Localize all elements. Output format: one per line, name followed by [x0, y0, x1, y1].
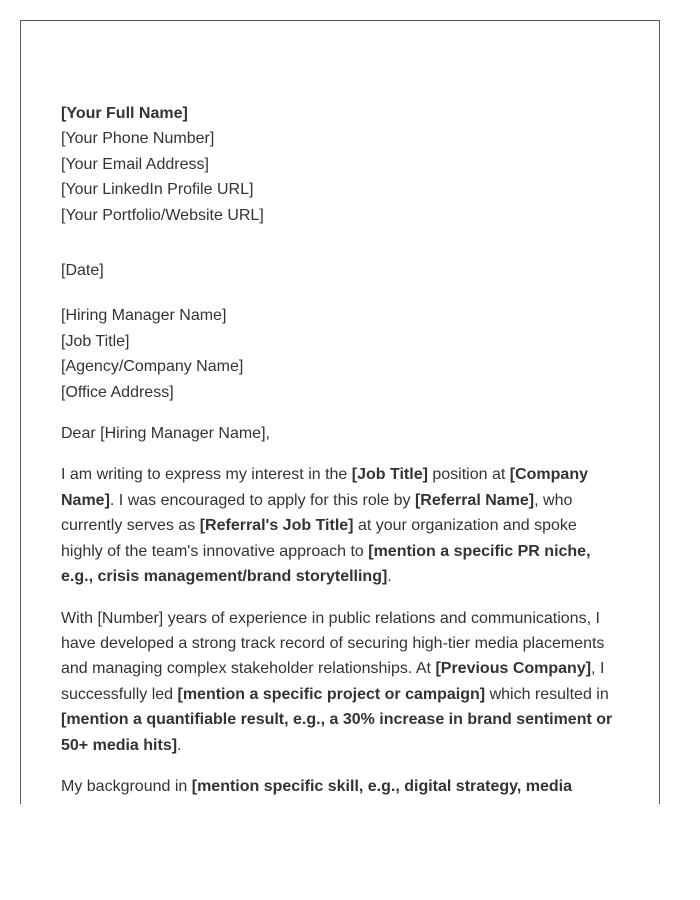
sender-linkedin: [Your LinkedIn Profile URL] — [61, 181, 254, 199]
p1-pr-niche: [mention a specific PR niche, e.g., crisis management/brand storytelling] — [61, 542, 591, 586]
sender-block — [61, 101, 621, 228]
p3-text-1: My background in — [61, 777, 192, 795]
p1-text-5: at your organization and spoke highly of the team's innovative approach to — [61, 517, 577, 560]
salutation-text: Dear [Hiring Manager Name], — [61, 425, 270, 443]
sender-phone: [Your Phone Number] — [61, 130, 215, 148]
p1-text-3: . I was encouraged to apply for this role by — [109, 491, 415, 509]
p2-text-1: With [Number] years of experience in public relations and communications, I have developed a strong track record of securing high-tier media placements and managing complex stakeholder relationships. At — [61, 609, 605, 678]
p1-referral-title: [Referral's Job Title] — [199, 517, 354, 535]
letter-date: [Date] — [61, 262, 104, 280]
p3-skill: [mention specific skill, e.g., digital strategy, media — [191, 777, 572, 795]
recipient-address: [Office Address] — [61, 383, 174, 401]
date-block — [61, 258, 621, 283]
p1-referral-name: [Referral Name] — [414, 491, 535, 509]
p2-text-4: . — [177, 736, 182, 754]
recipient-company: [Agency/Company Name] — [61, 358, 244, 376]
p2-text-2: , I successfully led — [61, 660, 605, 703]
p2-result: [mention a quantifiable result, e.g., a 30% increase in brand sentiment or 50+ media hits] — [61, 711, 613, 754]
salutation — [61, 421, 621, 446]
letter-body — [61, 101, 621, 799]
p1-text-2: position at — [427, 466, 510, 484]
recipient-name: [Hiring Manager Name] — [61, 307, 227, 325]
p1-company-name: [Company Name] — [61, 466, 588, 509]
paragraph-experience — [61, 606, 621, 758]
p2-previous-company: [Previous Company] — [435, 660, 592, 678]
letter-page — [20, 20, 660, 804]
p1-job-title: [Job Title] — [351, 466, 428, 484]
paragraph-intro — [61, 462, 621, 589]
recipient-title: [Job Title] — [61, 332, 130, 350]
p2-text-3: which resulted in — [485, 685, 609, 703]
p2-project: [mention a specific project or campaign] — [177, 685, 486, 703]
p1-text-1: I am writing to express my interest in the — [61, 466, 352, 484]
sender-email: [Your Email Address] — [61, 155, 209, 173]
recipient-block — [61, 303, 621, 405]
p1-text-4: , who currently serves as — [61, 491, 573, 535]
p1-text-6: . — [387, 568, 392, 586]
sender-name: [Your Full Name] — [61, 105, 188, 122]
sender-website: [Your Portfolio/Website URL] — [61, 206, 264, 224]
paragraph-background — [61, 774, 621, 799]
